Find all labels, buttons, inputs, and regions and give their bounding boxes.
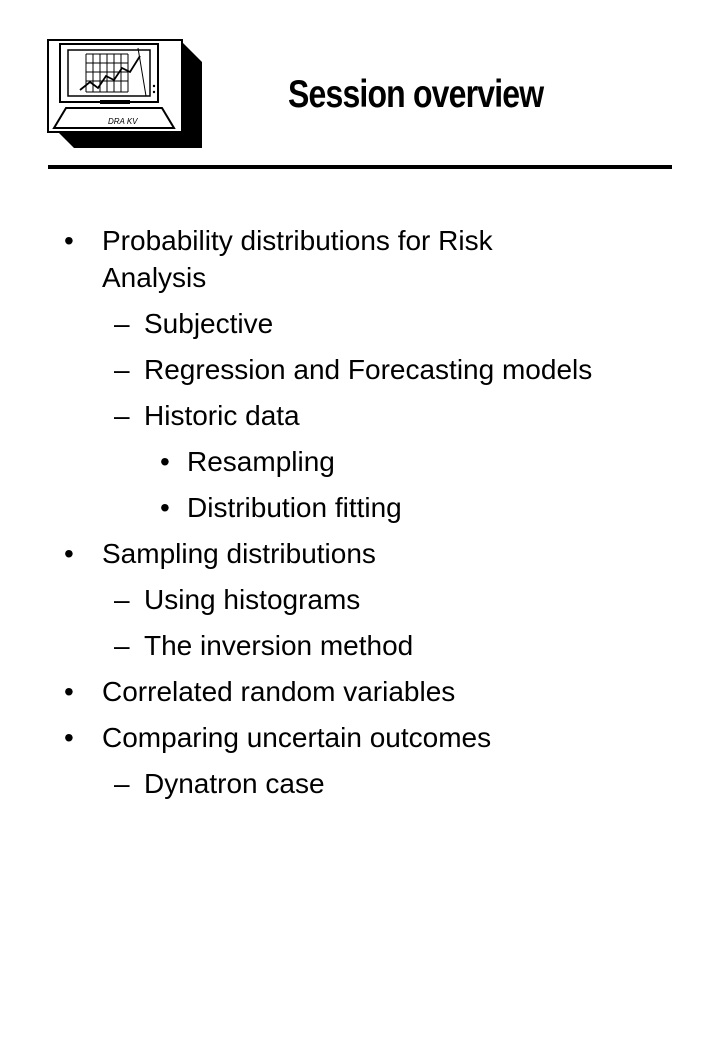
list-item: [0, 397, 720, 434]
dash-icon: –: [114, 584, 130, 615]
list-item-text: Comparing uncertain outcomes: [102, 722, 492, 753]
list-item-text: Sampling distributions: [102, 538, 376, 569]
bullet-icon: •: [160, 492, 170, 523]
list-item: [0, 351, 720, 388]
list-item-text: Distribution fitting: [187, 492, 402, 523]
list-item-text: Resampling: [187, 446, 335, 477]
list-item-text: The inversion method: [144, 630, 414, 661]
list-item-text: Regression and Forecasting models: [144, 354, 593, 385]
dash-icon: –: [114, 768, 130, 799]
list-item-text: Dynatron case: [144, 768, 325, 799]
list-item: [0, 305, 720, 342]
outline-list: [0, 222, 720, 811]
bullet-icon: •: [64, 722, 74, 753]
bullet-icon: •: [160, 446, 170, 477]
bullet-icon: •: [64, 676, 74, 707]
list-item: [0, 581, 720, 618]
dash-icon: –: [114, 630, 130, 661]
list-item-text: Historic data: [144, 400, 300, 431]
list-item: [0, 719, 582, 756]
list-item-text: Probability distributions for Risk Analysis: [102, 225, 493, 293]
list-item: [0, 673, 582, 710]
list-item: [0, 765, 720, 802]
computer-chart-logo-icon: [46, 38, 202, 148]
logo-label: DRA KV: [108, 117, 138, 126]
title-divider: [48, 165, 672, 169]
dash-icon: –: [114, 354, 130, 385]
list-item: [0, 627, 720, 664]
dash-icon: –: [114, 400, 130, 431]
page-title: Session overview: [288, 73, 544, 116]
list-item: [0, 222, 582, 296]
bullet-icon: •: [64, 538, 74, 569]
list-item: [0, 443, 720, 480]
bullet-icon: •: [64, 225, 74, 256]
list-item-text: Using histograms: [144, 584, 361, 615]
list-item: [0, 489, 720, 526]
list-item-text: Correlated random variables: [102, 676, 456, 707]
list-item-text: Subjective: [144, 308, 274, 339]
list-item: [0, 535, 582, 572]
dash-icon: –: [114, 308, 130, 339]
